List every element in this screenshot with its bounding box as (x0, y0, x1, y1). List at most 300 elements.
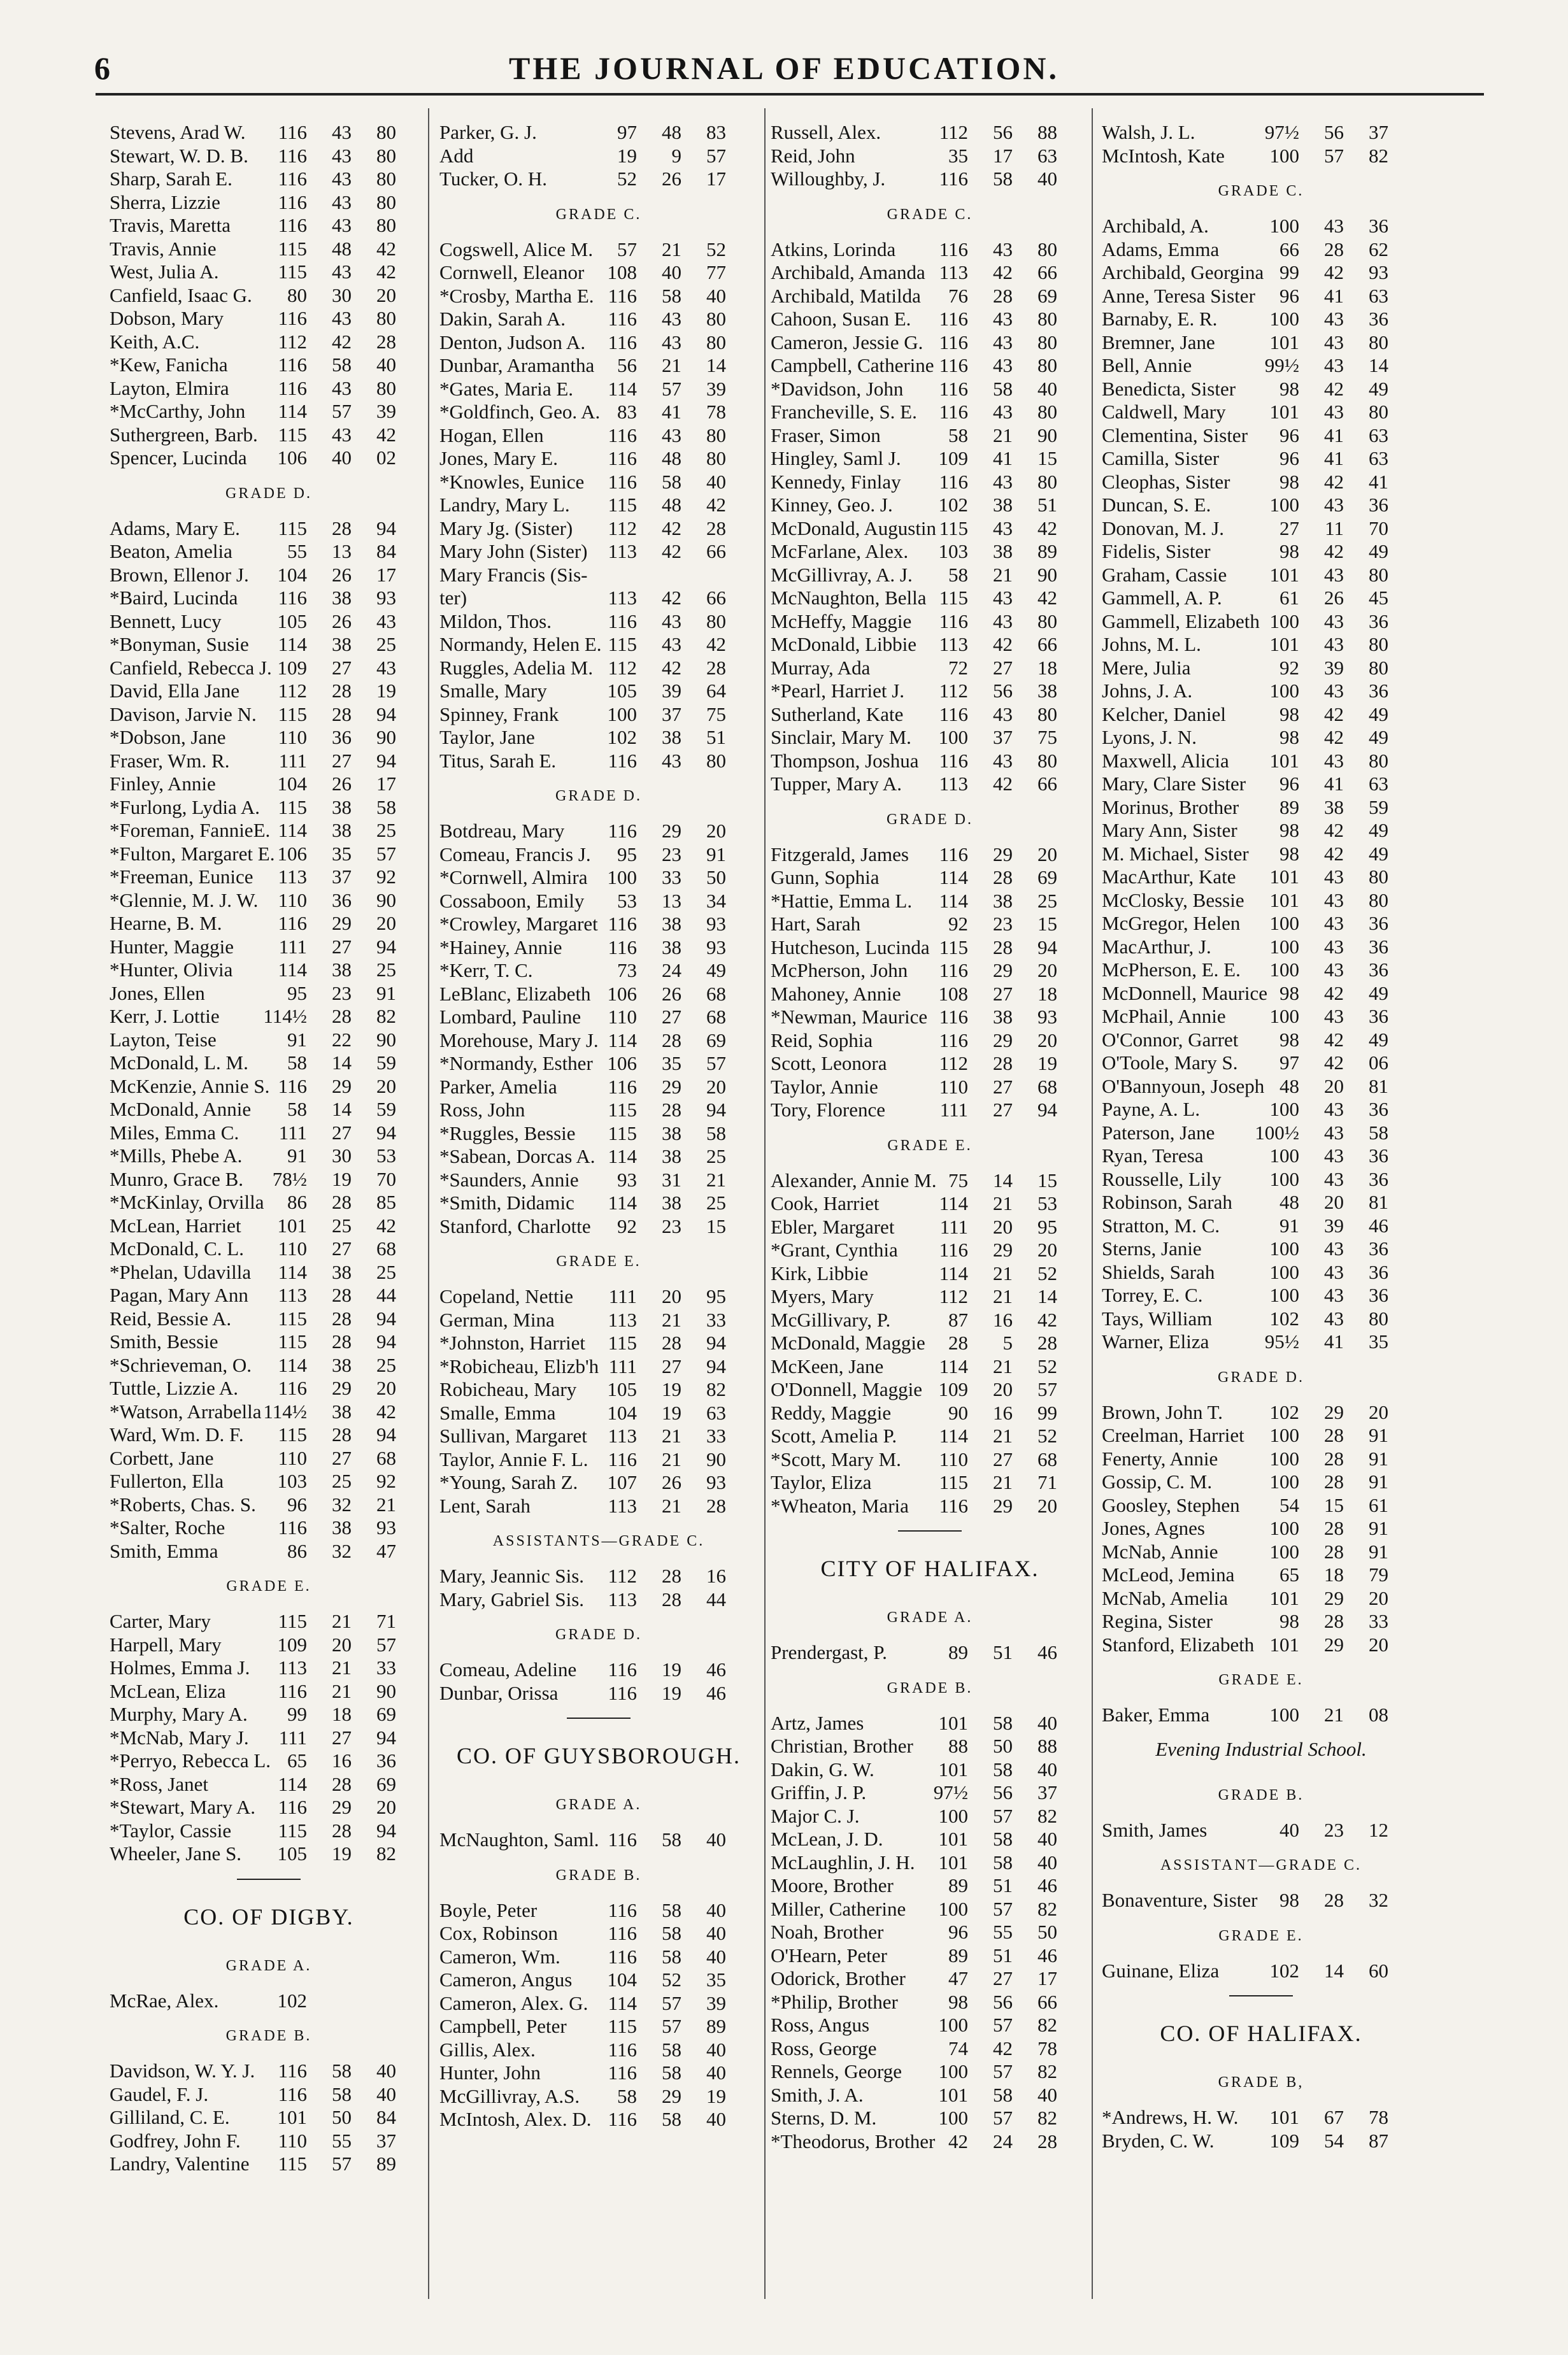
grant-cents: 59 (376, 1051, 396, 1074)
days-taught: 116 (939, 843, 968, 865)
teacher-name: Gammell, Elizabeth (1102, 609, 1260, 632)
days-taught: 100 (1269, 1424, 1299, 1446)
record-row (439, 1192, 758, 1215)
grant-dollars: 54 (1324, 2129, 1344, 2152)
grant-dollars: 43 (662, 609, 681, 632)
record-row (439, 331, 758, 355)
days-taught: 101 (938, 2083, 968, 2106)
grant-cents: 20 (1037, 1239, 1057, 1261)
teacher-name: Reddy, Maggie (771, 1401, 892, 1424)
record-row (439, 983, 758, 1006)
record-row (110, 2130, 428, 2153)
grant-cents: 40 (1037, 1851, 1057, 1874)
days-taught: 100 (1269, 1144, 1299, 1167)
record-row (110, 423, 428, 447)
grant-dollars: 43 (332, 260, 352, 283)
grant-dollars: 58 (662, 2061, 681, 2084)
teacher-name: *Philip, Brother (771, 1990, 898, 2013)
grant-dollars: 27 (332, 749, 352, 772)
grant-dollars: 35 (332, 842, 352, 865)
teacher-name: Suthergreen, Barb. (110, 423, 258, 446)
teacher-name: Parker, Amelia (439, 1075, 557, 1098)
teacher-name: Taylor, Jane (439, 726, 535, 748)
record-row (1102, 1051, 1420, 1075)
teacher-name: *Fulton, Margaret E. (110, 842, 275, 865)
teacher-name: *Crowley, Margaret (439, 913, 598, 935)
record-row (771, 1332, 1089, 1355)
teacher-name: Brown, John T. (1102, 1400, 1223, 1423)
teacher-name: Sullivan, Margaret (439, 1425, 587, 1447)
grant-dollars: 57 (993, 1897, 1013, 1920)
grant-dollars: 52 (662, 1968, 681, 1991)
days-taught: 105 (607, 1378, 637, 1400)
record-row (439, 1448, 758, 1472)
record-row (771, 494, 1089, 517)
days-taught: 116 (608, 1828, 637, 1851)
grant-dollars: 57 (993, 2060, 1013, 2082)
grant-cents: 20 (1369, 1400, 1388, 1423)
days-taught: 98 (948, 1990, 968, 2013)
record-row (110, 377, 428, 401)
grant-dollars: 20 (993, 1215, 1013, 1238)
grant-cents: 90 (376, 726, 396, 748)
record-row (1102, 703, 1420, 727)
grant-dollars: 27 (332, 1726, 352, 1749)
teacher-name: Stanford, Elizabeth (1102, 1633, 1255, 1656)
record-row (771, 1192, 1089, 1216)
grant-dollars: 58 (993, 1851, 1013, 1874)
grant-dollars: 26 (332, 772, 352, 795)
record-row (439, 1029, 758, 1053)
days-taught: 116 (939, 238, 968, 260)
teacher-name: McGillivary, P. (771, 1308, 891, 1331)
days-taught: 55 (287, 540, 307, 562)
record-row (439, 587, 758, 610)
grant-dollars: 38 (332, 958, 352, 981)
record-row (1102, 1284, 1420, 1307)
grant-dollars: 38 (993, 1006, 1013, 1028)
teacher-name: Hunter, Maggie (110, 935, 234, 958)
grant-dollars: 43 (332, 190, 352, 213)
grant-dollars: 42 (1324, 702, 1344, 725)
days-taught: 100 (1269, 215, 1299, 237)
grant-dollars: 43 (332, 376, 352, 399)
days-taught: 115 (608, 2015, 637, 2037)
teacher-name: Bell, Annie (1102, 354, 1192, 376)
grant-dollars: 19 (332, 1842, 352, 1865)
grant-dollars: 56 (993, 1781, 1013, 1804)
grant-dollars: 58 (332, 2082, 352, 2105)
teacher-name: Holmes, Emma J. (110, 1656, 250, 1679)
grant-cents: 36 (1369, 1098, 1388, 1120)
grant-cents: 28 (1037, 1332, 1057, 1354)
record-row (771, 167, 1089, 191)
record-row (110, 214, 428, 238)
teacher-name: Francheville, S. E. (771, 401, 917, 423)
teacher-name: McIntosh, Kate (1102, 144, 1225, 167)
record-row (110, 1330, 428, 1354)
teacher-name: Cornwell, Eleanor (439, 261, 585, 283)
teacher-name: Dakin, Sarah A. (439, 308, 566, 330)
grant-cents: 35 (706, 1968, 726, 1991)
days-taught: 116 (608, 1658, 637, 1681)
grant-dollars: 28 (1324, 238, 1344, 260)
days-taught: 111 (278, 749, 307, 772)
days-taught: 115 (939, 936, 968, 958)
teacher-name: Johns, J. A. (1102, 679, 1193, 702)
record-row (439, 517, 758, 541)
grant-cents: 51 (1037, 494, 1057, 516)
record-row (771, 540, 1089, 564)
teacher-name: Sharp, Sarah E. (110, 167, 232, 190)
county-heading: CITY OF HALIFAX. (820, 1556, 1039, 1581)
record-row (771, 1712, 1089, 1735)
record-row (439, 261, 758, 285)
days-taught: 112 (939, 1052, 968, 1074)
days-taught: 104 (607, 1968, 637, 1991)
grant-dollars: 41 (1324, 284, 1344, 307)
grant-dollars: 29 (993, 843, 1013, 865)
teacher-name: *Furlong, Lydia A. (110, 795, 260, 818)
record-row (1102, 610, 1420, 634)
grant-dollars: 41 (1324, 423, 1344, 446)
grant-dollars: 48 (662, 121, 681, 143)
grant-dollars: 43 (1324, 935, 1344, 958)
record-row (439, 2108, 758, 2131)
teacher-name: *McKinlay, Orvilla (110, 1191, 264, 1213)
teacher-name: Gammell, A. P. (1102, 587, 1222, 609)
grant-cents: 66 (706, 540, 726, 562)
days-taught: 92 (948, 913, 968, 935)
record-row (439, 679, 758, 703)
grant-cents: 94 (376, 1423, 396, 1446)
teacher-name: Cox, Robinson (439, 1922, 559, 1944)
days-taught: 98 (1279, 842, 1299, 865)
grant-cents: 92 (376, 865, 396, 888)
teacher-name: Cameron, Wm. (439, 1945, 560, 1968)
days-taught: 115 (608, 1099, 637, 1121)
record-row (439, 2085, 758, 2109)
record-row (110, 982, 428, 1006)
teacher-name: Mary, Gabriel Sis. (439, 1588, 585, 1611)
grant-dollars: 26 (1324, 587, 1344, 609)
days-taught: 113 (939, 633, 968, 655)
record-row (439, 866, 758, 890)
teacher-name: Miller, Catherine (771, 1897, 906, 1920)
teacher-name: Cogswell, Alice M. (439, 238, 594, 260)
grant-cents: 91 (706, 843, 726, 865)
grant-dollars: 43 (1324, 1284, 1344, 1306)
teacher-name: *Young, Sarah Z. (439, 1471, 578, 1493)
grant-cents: 49 (1369, 1028, 1388, 1051)
teacher-name: McGillivray, A. J. (771, 563, 913, 586)
teacher-name: ter) (439, 587, 467, 609)
grant-dollars: 21 (993, 1285, 1013, 1307)
grant-cents: 78 (1369, 2106, 1388, 2128)
grant-dollars: 19 (662, 1681, 681, 1704)
separator-line (1229, 1995, 1293, 1996)
teacher-name: Russell, Alex. (771, 121, 881, 143)
days-taught: 114 (608, 1145, 637, 1167)
grant-dollars: 58 (662, 1898, 681, 1921)
grant-cents: 82 (376, 1005, 396, 1027)
days-taught: 86 (287, 1191, 307, 1213)
grant-dollars: 57 (993, 2107, 1013, 2129)
teacher-name: Gossip, C. M. (1102, 1470, 1213, 1493)
teacher-name: Cahoon, Susan E. (771, 308, 911, 330)
grant-cents: 40 (376, 2082, 396, 2105)
grant-dollars: 28 (993, 1052, 1013, 1074)
grant-cents: 36 (1369, 215, 1388, 237)
record-row (439, 167, 758, 191)
section-separator (110, 1866, 428, 1891)
grant-cents: 93 (706, 1471, 726, 1493)
record-row (110, 1354, 428, 1377)
days-taught: 116 (278, 912, 307, 934)
grant-dollars: 14 (993, 1169, 1013, 1192)
days-taught: 27 (1279, 516, 1299, 539)
grant-dollars: 28 (332, 1423, 352, 1446)
teacher-name: LeBlanc, Elizabeth (439, 982, 591, 1005)
grant-cents: 88 (1037, 121, 1057, 143)
teacher-name: *Baird, Lucinda (110, 587, 238, 609)
grant-dollars: 26 (332, 609, 352, 632)
grant-cents: 36 (1369, 1005, 1388, 1027)
grant-cents: 69 (1037, 866, 1057, 888)
grant-dollars: 21 (332, 1679, 352, 1702)
grant-cents: 46 (706, 1681, 726, 1704)
record-row (771, 983, 1089, 1006)
grant-cents: 91 (1369, 1540, 1388, 1563)
teacher-name: Warner, Eliza (1102, 1330, 1209, 1353)
grant-dollars: 29 (993, 1239, 1013, 1261)
grant-cents: 40 (706, 2038, 726, 2061)
teacher-name: Artz, James (771, 1711, 864, 1734)
grant-cents: 94 (706, 1355, 726, 1377)
grant-cents: 20 (1369, 1633, 1388, 1656)
teacher-name: Brown, Ellenor J. (110, 563, 249, 586)
record-row (110, 517, 428, 541)
days-taught: 110 (939, 1075, 968, 1098)
teacher-name: *Taylor, Cassie (110, 1819, 232, 1842)
record-row (771, 936, 1089, 960)
days-taught: 100 (607, 866, 637, 888)
teacher-name: Gunn, Sophia (771, 866, 880, 888)
teacher-name: *Bonyman, Susie (110, 633, 249, 655)
record-row (1102, 1401, 1420, 1425)
days-taught: 115 (608, 633, 637, 655)
record-row (110, 1423, 428, 1447)
teacher-name: Layton, Teise (110, 1028, 217, 1051)
days-taught: 110 (608, 1006, 637, 1028)
record-row (771, 1285, 1089, 1309)
record-row (771, 1239, 1089, 1262)
record-row (771, 1006, 1089, 1029)
grade-heading: GRADE C. (1218, 183, 1304, 199)
grant-dollars: 43 (1324, 494, 1344, 516)
teacher-name: *Cornwell, Almira (439, 866, 588, 888)
record-row (771, 2060, 1089, 2084)
grant-dollars: 28 (332, 1307, 352, 1330)
grant-cents: 63 (1369, 284, 1388, 307)
record-row (1102, 331, 1420, 355)
days-taught: 115 (608, 494, 637, 516)
teacher-name: McDonald, Maggie (771, 1332, 925, 1354)
teacher-name: Gilliland, C. E. (110, 2106, 230, 2128)
record-row (1102, 1214, 1420, 1238)
days-taught: 116 (608, 1922, 637, 1944)
grant-cents: 41 (1369, 470, 1388, 493)
days-taught: 58 (617, 2084, 637, 2107)
grant-dollars: 22 (332, 1028, 352, 1051)
grant-cents: 80 (1037, 609, 1057, 632)
days-taught: 116 (939, 1239, 968, 1261)
teacher-name: McDonald, Libbie (771, 633, 917, 655)
grant-dollars: 29 (662, 1075, 681, 1098)
teacher-name: Mary Francis (Sis- (439, 563, 588, 586)
days-taught: 58 (287, 1051, 307, 1074)
days-taught: 57 (617, 238, 637, 260)
record-row (771, 2014, 1089, 2037)
teacher-name: *Roberts, Chas. S. (110, 1493, 256, 1516)
grant-cents: 94 (376, 749, 396, 772)
grant-dollars: 41 (1324, 447, 1344, 469)
grant-cents: 80 (1037, 308, 1057, 330)
record-row (110, 1028, 428, 1052)
grant-dollars: 28 (1324, 1517, 1344, 1539)
record-row (110, 726, 428, 750)
teacher-name: Add (439, 144, 474, 167)
grant-cents: 90 (376, 1679, 396, 1702)
days-taught: 114 (939, 1192, 968, 1214)
grant-cents: 21 (376, 1493, 396, 1516)
grant-dollars: 43 (1324, 749, 1344, 772)
teacher-name: Hart, Sarah (771, 913, 861, 935)
days-taught: 48 (1279, 1074, 1299, 1097)
grant-dollars: 28 (993, 866, 1013, 888)
days-taught: 74 (948, 2037, 968, 2060)
grant-dollars: 29 (993, 959, 1013, 981)
grant-dollars: 21 (993, 1425, 1013, 1447)
teacher-name: Adams, Mary E. (110, 516, 240, 539)
record-row (439, 1588, 758, 1612)
grant-cents: 42 (376, 237, 396, 260)
grant-dollars: 28 (332, 516, 352, 539)
record-row (439, 820, 758, 843)
grant-dollars: 9 (671, 144, 681, 167)
days-taught: 86 (287, 1539, 307, 1562)
teacher-name: *Schrieveman, O. (110, 1353, 252, 1376)
days-taught: 113 (939, 772, 968, 795)
days-taught: 111 (278, 1121, 307, 1144)
days-taught: 89 (948, 1874, 968, 1896)
days-taught: 101 (1269, 888, 1299, 911)
teacher-name: Finley, Annie (110, 772, 216, 795)
record-row (110, 1842, 428, 1866)
grade-heading: ASSISTANT—GRADE C. (1160, 1857, 1362, 1874)
grant-cents: 63 (1369, 447, 1388, 469)
teacher-name: *Gates, Maria E. (439, 377, 574, 400)
grant-cents: 15 (1037, 913, 1057, 935)
teacher-name: O'Hearn, Peter (771, 1944, 887, 1967)
grade-heading: GRADE E. (887, 1137, 973, 1154)
teacher-name: O'Toole, Mary S. (1102, 1051, 1238, 1074)
record-row (110, 1493, 428, 1517)
days-taught: 108 (607, 261, 637, 283)
grade-heading: GRADE B. (225, 2028, 312, 2044)
days-taught: 116 (278, 121, 307, 143)
teacher-name: Taylor, Annie F. L. (439, 1448, 588, 1470)
grant-dollars: 57 (993, 2014, 1013, 2036)
record-row (1102, 1633, 1420, 1657)
record-row (439, 1402, 758, 1425)
record-row (439, 1309, 758, 1332)
teacher-name: Prendergast, P. (771, 1641, 887, 1663)
days-taught: 115 (939, 516, 968, 539)
grant-dollars: 42 (662, 656, 681, 679)
record-row (110, 1540, 428, 1563)
record-row (1102, 494, 1420, 517)
grant-cents: 82 (1037, 1804, 1057, 1827)
grant-dollars: 51 (993, 1874, 1013, 1896)
teacher-name: Kinney, Geo. J. (771, 494, 893, 516)
record-row (1102, 843, 1420, 866)
record-row (771, 679, 1089, 703)
grant-cents: 40 (706, 1945, 726, 1968)
days-taught: 116 (278, 1679, 307, 1702)
record-row (771, 517, 1089, 541)
teacher-name: Harpell, Mary (110, 1633, 222, 1656)
days-taught: 116 (939, 167, 968, 190)
record-row (110, 1005, 428, 1028)
grant-dollars: 42 (993, 633, 1013, 655)
teacher-name: McIntosh, Alex. D. (439, 2108, 592, 2130)
days-taught: 19 (617, 144, 637, 167)
grant-dollars: 39 (662, 679, 681, 702)
grant-cents: 42 (706, 494, 726, 516)
days-taught: 95 (287, 981, 307, 1004)
grant-cents: 50 (1037, 1921, 1057, 1943)
teacher-name: Smith, J. A. (771, 2083, 864, 2106)
record-row (110, 1703, 428, 1726)
grant-cents: 71 (376, 1610, 396, 1632)
grant-cents: 94 (376, 1330, 396, 1353)
grant-dollars: 21 (662, 1494, 681, 1517)
grant-dollars: 41 (1324, 1330, 1344, 1353)
days-taught: 114 (278, 1772, 307, 1795)
days-taught: 111 (608, 1285, 637, 1307)
days-taught: 100 (1269, 1237, 1299, 1260)
grant-dollars: 21 (993, 423, 1013, 446)
teacher-name: *Kew, Fanicha (110, 353, 228, 376)
grant-dollars: 28 (332, 679, 352, 702)
days-taught: 110 (278, 2129, 307, 2152)
grant-cents: 80 (1369, 1307, 1388, 1330)
grade-heading: GRADE C. (555, 206, 642, 223)
grant-cents: 53 (376, 1144, 396, 1167)
record-row (771, 145, 1089, 168)
grant-dollars: 43 (332, 121, 352, 143)
record-row (1102, 1075, 1420, 1099)
teacher-name: Anne, Teresa Sister (1102, 284, 1255, 307)
teacher-name: Sutherland, Kate (771, 702, 904, 725)
record-row (110, 1191, 428, 1214)
days-taught: 116 (939, 1028, 968, 1051)
teacher-name: *Scott, Mary M. (771, 1448, 901, 1470)
days-taught: 116 (608, 470, 637, 493)
grant-dollars: 42 (1324, 1051, 1344, 1074)
teacher-name: Lent, Sarah (439, 1494, 531, 1517)
